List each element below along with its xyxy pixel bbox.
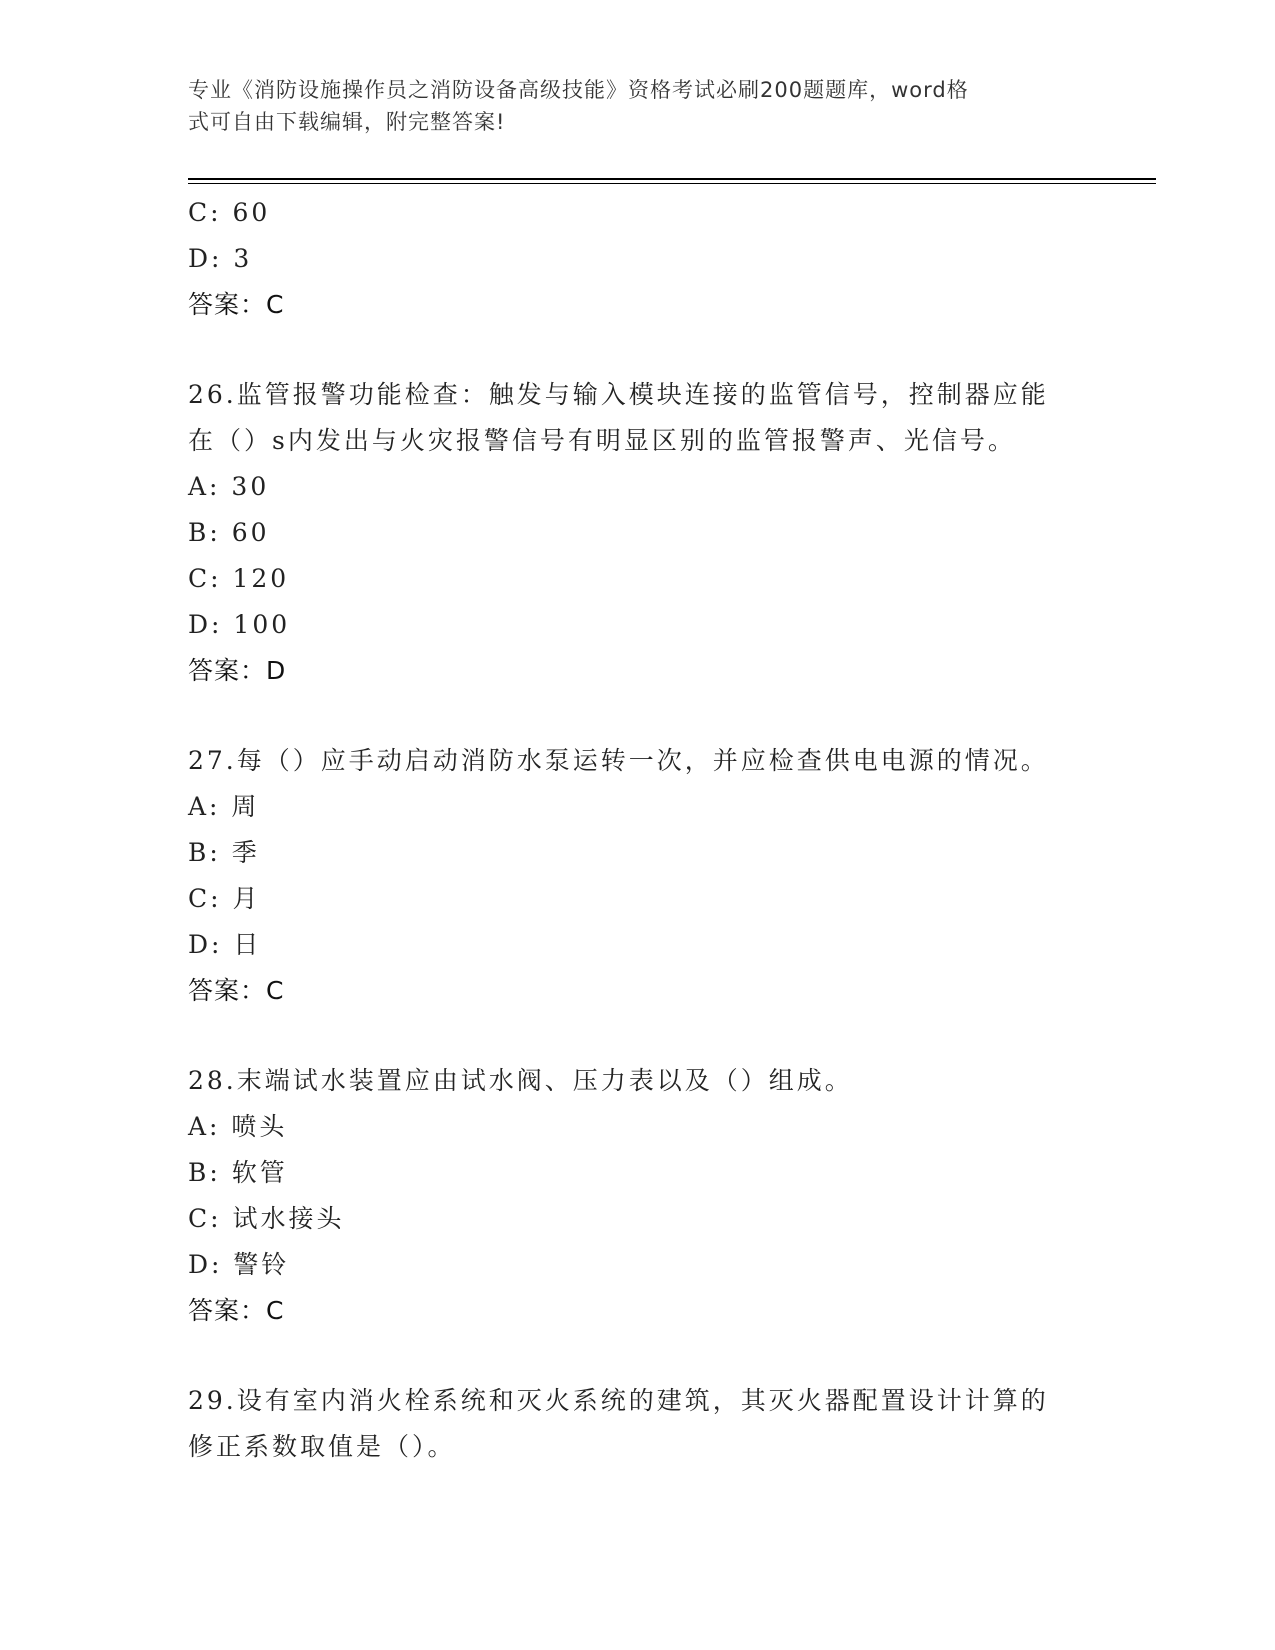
option-b: B: 60: [188, 518, 270, 547]
answer: 答案：D: [188, 656, 287, 685]
header-line-2: 式可自由下载编辑，附完整答案!: [188, 110, 506, 134]
option-d: D: 3: [188, 244, 253, 273]
question-stem: 26.监管报警功能检查：触发与输入模块连接的监管信号，控制器应能: [188, 380, 1049, 409]
header-divider-thick: [188, 178, 1156, 180]
question-25-tail: [188, 190, 1088, 328]
question-stem: 28.末端试水装置应由试水阀、压力表以及（）组成。: [188, 1066, 853, 1095]
answer: 答案：C: [188, 1296, 285, 1325]
question-stem: 修正系数取值是（）。: [188, 1432, 456, 1461]
option-c: C: 60: [188, 198, 271, 227]
option-a: A: 喷头: [188, 1112, 288, 1141]
question-26: [188, 372, 1088, 694]
question-stem: 在（）s内发出与火灾报警信号有明显区别的监管报警声、光信号。: [188, 426, 1016, 455]
question-28: [188, 1058, 1088, 1334]
question-29: [188, 1378, 1088, 1470]
option-c: C: 120: [188, 564, 290, 593]
question-content: [188, 190, 1088, 1470]
document-header: [188, 74, 1088, 138]
question-stem: 29.设有室内消火栓系统和灭火系统的建筑，其灭火器配置设计计算的: [188, 1386, 1049, 1415]
option-a: A: 周: [188, 792, 260, 821]
answer: 答案：C: [188, 976, 285, 1005]
option-b: B: 软管: [188, 1158, 288, 1187]
header-line-1: 专业《消防设施操作员之消防设备高级技能》资格考试必刷200题题库，word格: [188, 78, 969, 102]
option-c: C: 试水接头: [188, 1204, 345, 1233]
option-d: D: 警铃: [188, 1250, 290, 1279]
header-divider-thin: [188, 183, 1156, 184]
question-27: [188, 738, 1088, 1014]
option-d: D: 100: [188, 610, 291, 639]
option-d: D: 日: [188, 930, 262, 959]
option-b: B: 季: [188, 838, 260, 867]
question-stem: 27.每（）应手动启动消防水泵运转一次，并应检查供电电源的情况。: [188, 746, 1049, 775]
option-a: A: 30: [188, 472, 270, 501]
option-c: C: 月: [188, 884, 261, 913]
answer: 答案：C: [188, 290, 285, 319]
